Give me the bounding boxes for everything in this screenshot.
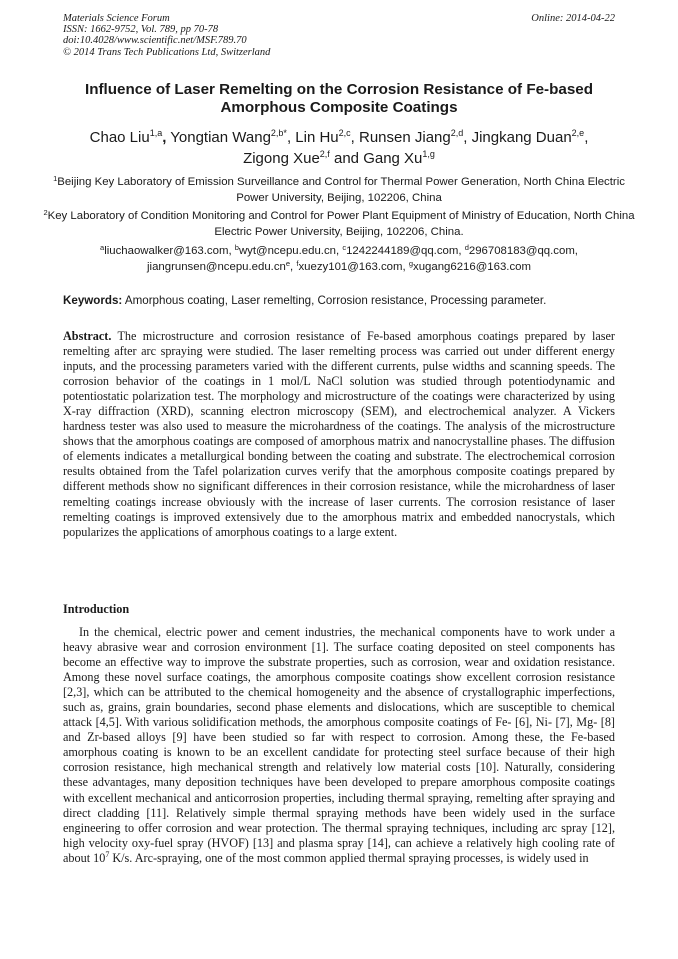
author-name: Lin Hu (295, 129, 339, 146)
affiliation-1 (40, 175, 638, 206)
author-affiliation-marker: 2,e (571, 128, 585, 138)
author-affiliation-marker: 2,f (319, 148, 330, 159)
introduction-text-continued: K/s. Arc-spraying, one of the most common applied thermal spraying processes, is widely used in (109, 850, 589, 865)
email-text: , (290, 260, 297, 273)
email-marker: g (408, 258, 413, 268)
keywords (63, 294, 623, 308)
paper-title: Influence of Laser Remelting on the Corrosion Resistance of Fe-based Amorphous Composite Coatings (84, 81, 594, 116)
email-text: 1242244189@qq.com, (346, 245, 465, 257)
email-text: xugang6216@163.com (413, 260, 531, 273)
email-text: liuchaowalker@163.com, (104, 245, 235, 257)
journal-name: Materials Science Forum (63, 13, 170, 24)
online-date: Online: 2014-04-22 (531, 13, 615, 24)
email-marker: b (234, 243, 239, 252)
journal-issn: ISSN: 1662-9752, Vol. 789, pp 70-78 (63, 24, 219, 36)
email-marker: a (100, 243, 105, 252)
author-name: Chao Liu (89, 129, 150, 146)
journal-doi: doi:10.4028/www.scientific.net/MSF.789.70 (63, 35, 247, 47)
author-list: Chao Liu$^{1,a}$, Yongtian Wang$^{2,b*}$, Lin Hu$^{2,c}$, Runsen Jiang$^{2,d}$, Jingkang Duan$^{2,e}$, Zigong Xue$^{2,f}$ and Gang Xu$^{1,g}$ (89, 128, 589, 167)
author-affiliation-marker: 2,c (338, 128, 351, 138)
email-marker: f (296, 258, 299, 268)
email-text: xuezy101@163.com, (298, 260, 409, 273)
exponent: 7 (105, 849, 110, 859)
author-affiliation-marker: 1,g (422, 148, 435, 159)
email-marker: d (464, 243, 469, 252)
email-text: wyt@ncepu.edu.cn, (238, 245, 343, 257)
keywords-label: Keywords: (63, 294, 123, 307)
author-name: Runsen Jiang (359, 129, 451, 146)
email-marker: c (342, 243, 347, 252)
author-name: Zigong Xue (243, 149, 320, 167)
author-affiliation-marker: 2,b* (270, 128, 287, 138)
introduction-paragraph (63, 625, 615, 866)
copyright-notice: © 2014 Trans Tech Publications Ltd, Switzerland (63, 46, 271, 58)
affiliation-text: Key Laboratory of Condition Monitoring and Control for Power Plant Equipment of Ministry of Education, North China Electric Power University, Beijing, 102206, China. (47, 210, 635, 238)
keywords-text: Amorphous coating, Laser remelting, Corrosion resistance, Processing parameter. (122, 294, 547, 307)
author-affiliation-marker: 2,d (450, 128, 464, 138)
affiliation-text: Beijing Key Laboratory of Emission Surveillance and Control for Thermal Power Generation, North China Electric Power University, Beijing, 102206, China (57, 176, 625, 204)
introduction-text: In the chemical, electric power and cement industries, the mechanical components have to work under a heavy abrasive wear and corrosion environment [1]. The surface coating deposited on steel components has become an effective way to improve the substrate properties, such as corrosion, wear and oxidation resistance. Among these novel surface coatings, the amorphous composite coatings show excellent corrosion resistance [2,3], which can be attributed to the chemical homogeneity and the absence of crystallographic imperfections, such as, grains, grain boundaries, second phase elements and dislocations, which are susceptible to chemical attack [4,5]. With various solidification methods, the amorphous composite coatings of Fe- [6], Ni- [7], Mg- [8] and Zr-based alloys [9] have been studied so far with respect to corrosion. Among these, the Fe-based amorphous coating is known to be an excellent candidate for protecting steel surface because of their high corrosion resistance, high mechanical strength and relatively low material costs [10]. Naturally, considering these advantages, many deposition techniques have been developed to prepare amorphous composite coatings with excellent mechanical and anticorrosion properties, including thermal spraying, remelting after spraying and direct cladding [11]. Relatively simple thermal spraying methods have been widely used in the surface engineering to offer corrosion and wear protection. The thermal spraying techniques, including arc spray [12], high velocity oxy-fuel spray (HVOF) [13] and plasma spray [14], can achieve a relatively high cooling rate of about 10 (63, 625, 615, 865)
email-marker: e (285, 258, 291, 268)
section-heading-introduction: Introduction (63, 602, 130, 616)
journal-header (63, 13, 615, 58)
abstract-label: Abstract. (63, 329, 112, 343)
author-emails (40, 244, 638, 275)
affiliation-2 (40, 209, 638, 240)
author-name: Gang Xu (363, 149, 423, 167)
author-name: Jingkang Duan (471, 129, 572, 146)
author-affiliation-marker: 1,a (149, 128, 163, 138)
abstract-text: The microstructure and corrosion resistance of Fe-based amorphous coatings prepared by laser remelting after arc spraying were studied. The laser remelting process was carried out under different energy inputs, and the processing parameters varied with the different currents, pulse widths and scanning speeds. The corrosion behavior of the coatings in 1 mol/L NaCl solution was studied through potentiodynamic and potentiostatic polarization test. The morphology and microstructure of the coatings were characterized by using X-ray diffraction (XRD), scanning electron microscopy (SEM), and electrochemical analyzer. A Vickers hardness tester was also used to measure the microhardness of the coatings. The analysis of the microstructure shows that the amorphous coatings are composed of amorphous matrix and nanocrystalline phases. The diffusion of elements indicates a metallurgical bonding between the coating and substrate. The electrochemical corrosion results obtained from the Tafel polarization curves verify that the amorphous composite coatings prepared by different methods show no significant differences in their corrosion resistance, while the microhardness of laser remelting coatings increase obviously with the increase of laser currents. The corrosion resistance of laser remelting coatings is improved extensively due to the amorphous matrix and embedded nanocrystals, which popularizes the applications of amorphous coatings to a large extent. (63, 329, 615, 539)
author-name: Yongtian Wang (170, 129, 271, 146)
abstract (63, 329, 615, 540)
email-text: 296708183@qq.com, jiangrunsen@ncepu.edu.cn (147, 245, 578, 273)
affiliation-marker: 1 (53, 174, 58, 183)
affiliation-marker: 2 (43, 208, 48, 217)
